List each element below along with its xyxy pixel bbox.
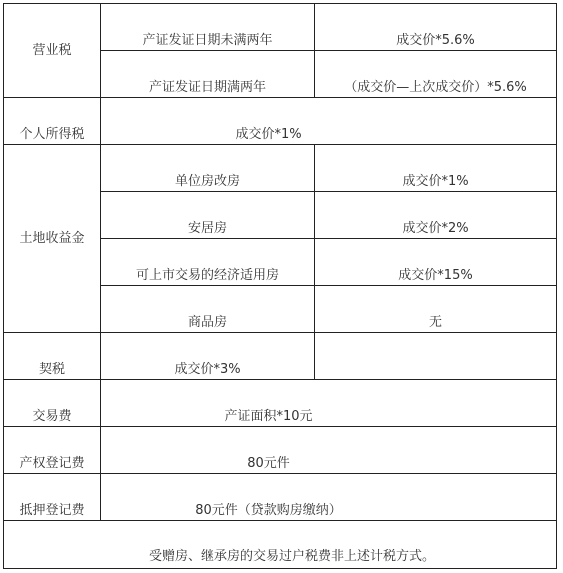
business-tax-condition: 产证发证日期未满两年 xyxy=(101,4,315,51)
deed-tax-amount: 成交价*3% xyxy=(101,333,315,380)
transaction-fee-amount xyxy=(101,380,557,427)
personal-income-tax-amount xyxy=(101,98,557,145)
land-revenue-amount: 成交价*2% xyxy=(315,192,557,239)
table-row xyxy=(4,380,557,427)
title-registration-fee-label: 产权登记费 xyxy=(4,427,101,474)
mortgage-registration-fee-amount-text: 80元件（贷款购房缴纳） xyxy=(195,503,342,518)
land-revenue-label: 土地收益金 xyxy=(4,145,101,333)
table-row xyxy=(4,474,557,521)
transaction-fee-label: 交易费 xyxy=(4,380,101,427)
transaction-fee-amount-text: 产证面积*10元 xyxy=(224,409,313,424)
title-registration-fee-amount xyxy=(101,427,557,474)
land-revenue-type: 安居房 xyxy=(101,192,315,239)
business-tax-amount: （成交价—上次成交价）*5.6% xyxy=(315,51,557,98)
land-revenue-amount: 成交价*15% xyxy=(315,239,557,286)
business-tax-label: 营业税 xyxy=(4,4,101,98)
footer-note xyxy=(4,521,557,569)
table-row xyxy=(4,4,557,51)
land-revenue-amount: 成交价*1% xyxy=(315,145,557,192)
land-revenue-type: 单位房改房 xyxy=(101,145,315,192)
title-registration-fee-amount-text: 80元件 xyxy=(247,456,290,471)
table-row xyxy=(4,333,557,380)
mortgage-registration-fee-label: 抵押登记费 xyxy=(4,474,101,521)
personal-income-tax-amount-text: 成交价*1% xyxy=(235,127,302,142)
mortgage-registration-fee-amount xyxy=(101,474,557,521)
land-revenue-type: 商品房 xyxy=(101,286,315,333)
personal-income-tax-label: 个人所得税 xyxy=(4,98,101,145)
table-row xyxy=(4,98,557,145)
tax-fee-table xyxy=(3,3,557,569)
table-row xyxy=(4,427,557,474)
table-row xyxy=(4,521,557,569)
business-tax-condition: 产证发证日期满两年 xyxy=(101,51,315,98)
deed-tax-label: 契税 xyxy=(4,333,101,380)
table-row xyxy=(4,145,557,192)
business-tax-amount: 成交价*5.6% xyxy=(315,4,557,51)
land-revenue-amount: 无 xyxy=(315,286,557,333)
land-revenue-type: 可上市交易的经济适用房 xyxy=(101,239,315,286)
footer-note-text: 受赠房、继承房的交易过户税费非上述计税方式。 xyxy=(148,549,435,564)
deed-tax-note xyxy=(315,333,557,380)
